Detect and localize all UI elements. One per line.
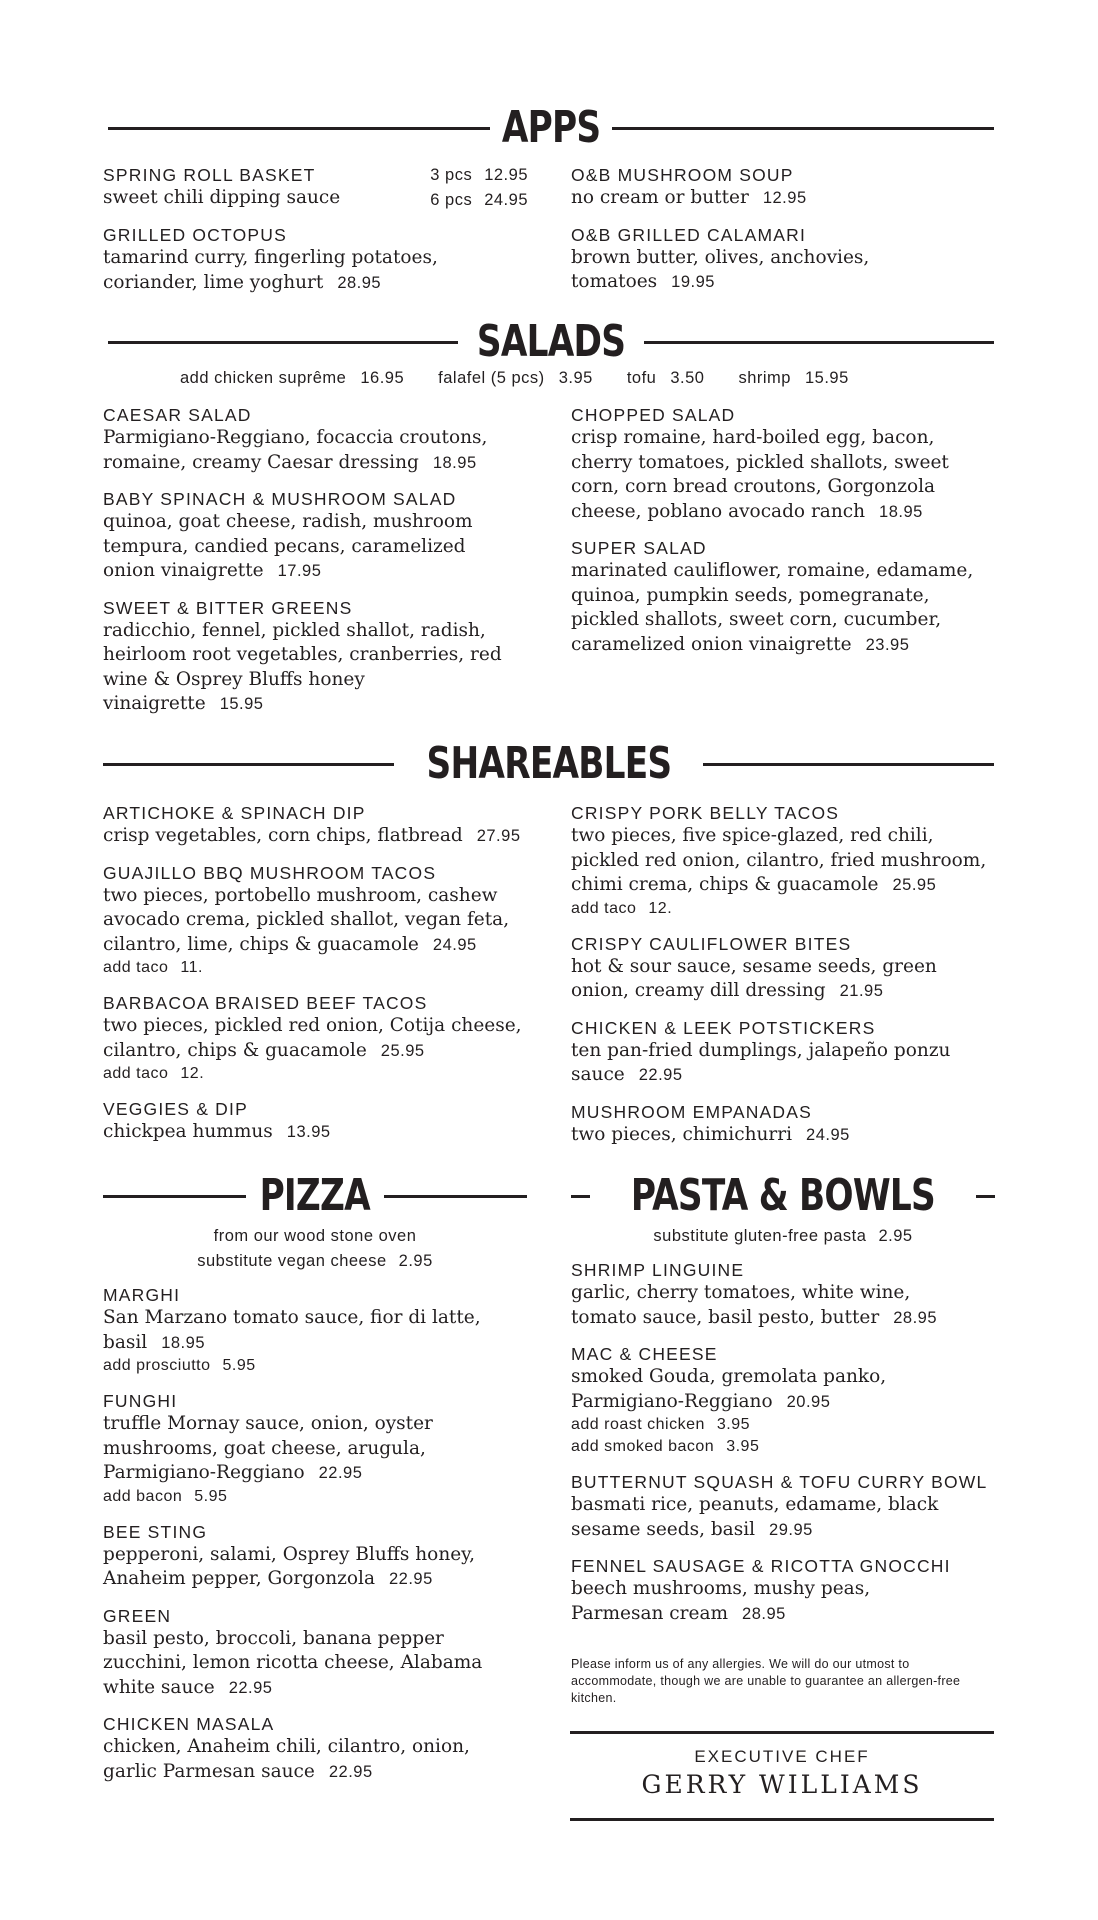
item-name: CHOPPED SALAD <box>571 405 736 425</box>
item-name: O&B GRILLED CALAMARI <box>571 224 807 245</box>
item-description: basmati rice, peanuts, edamame, black sesame seeds, basil <box>571 1494 939 1540</box>
item-name: BARBACOA BRAISED BEEF TACOS <box>103 993 428 1013</box>
heading-rule <box>644 341 994 344</box>
allergy-note: Please inform us of any allergies. We will do our utmost to accommodate, though we are unable to guarantee an allergen-free kitchen. <box>571 1657 961 1705</box>
addon-price: 5.95 <box>222 1357 256 1374</box>
item-description-block <box>571 955 991 1004</box>
pizza-note <box>103 1224 527 1274</box>
item-description: marinated cauliflower, romaine, edamame, quinoa, pumpkin seeds, pomegranate, pickled shallots, sweet corn, cucumber, caramelized onion vinaigrette <box>571 560 974 655</box>
item-name: FUNGHI <box>103 1391 178 1411</box>
item-price: 27.95 <box>476 827 521 845</box>
item-price: 22.95 <box>389 1570 433 1588</box>
heading-rule <box>976 1195 995 1198</box>
item-description: beech mushrooms, mushy peas, Parmesan cream <box>571 1578 871 1624</box>
item-addon <box>571 898 1001 920</box>
item-price: 18.95 <box>432 453 477 472</box>
item-name: BABY SPINACH & MUSHROOM SALAD <box>103 489 457 509</box>
menu-item <box>103 488 523 584</box>
salads-left-column <box>103 404 523 730</box>
item-price: 24.95 <box>432 935 477 954</box>
item-price: 20.95 <box>786 1392 831 1411</box>
item-description: no cream or butter <box>571 187 749 208</box>
item-price: 28.95 <box>893 1308 938 1327</box>
item-description: tamarind curry, fingerling potatoes, coriander, lime yoghurt <box>103 247 438 293</box>
item-description-block <box>103 1014 523 1063</box>
item-description: sweet chili dipping sauce <box>103 187 341 208</box>
item-price: 22.95 <box>228 1678 273 1697</box>
pasta-note <box>571 1224 995 1249</box>
addon-price: 12. <box>648 899 673 917</box>
item-description-block <box>571 1123 991 1148</box>
menu-item <box>103 1713 533 1784</box>
section-title: PIZZA <box>259 1170 371 1221</box>
item-price: 28.95 <box>337 273 382 292</box>
item-description: chicken, Anaheim chili, cilantro, onion, garlic Parmesan sauce <box>103 1736 470 1782</box>
item-description-block <box>571 426 1001 524</box>
menu-item <box>103 992 533 1085</box>
menu-item <box>571 802 1001 920</box>
item-price: 25.95 <box>380 1041 425 1060</box>
item-price: 12.95 <box>484 166 528 184</box>
item-name: CHICKEN & LEEK POTSTICKERS <box>571 1017 876 1038</box>
item-name: GREEN <box>103 1605 172 1626</box>
menu-item <box>571 537 1001 657</box>
heading-rule <box>384 1195 527 1198</box>
item-price: 18.95 <box>879 502 923 521</box>
item-price: 21.95 <box>839 982 884 1000</box>
menu-item <box>103 862 533 980</box>
item-description: radicchio, fennel, pickled shallot, radish, heirloom root vegetables, cranberries, red wine & Osprey Bluffs honey vinaigrette <box>103 619 502 714</box>
apps-heading <box>108 102 994 153</box>
salad-addon-label: add chicken suprême <box>180 369 347 387</box>
heading-rule <box>108 341 458 344</box>
chef-name: GERRY WILLIAMS <box>641 1770 923 1799</box>
item-description: two pieces, five spice-glazed, red chili, pickled red onion, cilantro, fried mushroom, chimi crema, chips & guacamole <box>571 825 987 895</box>
item-description-block <box>571 1493 951 1542</box>
item-price: 28.95 <box>742 1604 786 1623</box>
item-price: 29.95 <box>769 1520 813 1539</box>
salad-addons <box>180 369 849 388</box>
item-description-block <box>103 1735 498 1784</box>
item-description-block <box>103 1306 498 1355</box>
shareables-heading <box>103 738 994 789</box>
item-description: crisp romaine, hard-boiled egg, bacon, cherry tomatoes, pickled shallots, sweet corn, corn bread croutons, Gorgonzola cheese, poblano avocado ranch <box>571 427 949 522</box>
item-name: CRISPY CAULIFLOWER BITES <box>571 933 852 954</box>
item-price: 23.95 <box>865 635 910 654</box>
menu-item <box>571 1343 1001 1458</box>
item-addon <box>103 1355 533 1377</box>
pasta-note-line: substitute gluten-free pasta <box>653 1227 867 1245</box>
item-description-block <box>571 1281 951 1330</box>
item-name: GRILLED OCTOPUS <box>103 225 287 245</box>
heading-rule <box>103 1195 246 1198</box>
pizza-column <box>103 1284 533 1797</box>
addon-price: 5.95 <box>194 1487 228 1505</box>
apps-right-column <box>571 164 996 308</box>
menu-item <box>103 1390 533 1508</box>
item-price: 22.95 <box>318 1464 363 1482</box>
menu-item <box>571 164 996 211</box>
addon-label: add bacon <box>103 1487 183 1505</box>
salad-addon-label: falafel (5 pcs) <box>438 369 545 387</box>
item-description: San Marzano tomato sauce, fior di latte, basil <box>103 1307 481 1353</box>
item-description-block <box>571 824 991 898</box>
menu-item <box>571 1101 1001 1148</box>
item-description: ten pan-fried dumplings, jalapeño ponzu sauce <box>571 1039 951 1085</box>
item-description: smoked Gouda, gremolata panko, Parmigiano-Reggiano <box>571 1366 887 1412</box>
item-description-block <box>103 510 503 584</box>
heading-rule <box>108 127 490 130</box>
item-description-block <box>103 1412 498 1486</box>
salad-addon-price: 15.95 <box>804 369 849 387</box>
pizza-note-line: substitute vegan cheese <box>197 1252 387 1270</box>
item-description-block <box>103 1627 498 1701</box>
item-name: MARGHI <box>103 1285 181 1305</box>
salad-addon-label: tofu <box>626 369 657 387</box>
item-price: 22.95 <box>638 1066 683 1084</box>
item-description: garlic, cherry tomatoes, white wine, tomato sauce, basil pesto, butter <box>571 1282 911 1328</box>
menu-item <box>103 1284 533 1377</box>
item-price: 25.95 <box>892 876 937 894</box>
menu-item <box>103 1098 533 1145</box>
section-title: PASTA & BOWLS <box>630 1170 936 1221</box>
executive-chef-box <box>570 1731 994 1821</box>
menu-item <box>571 1259 1001 1330</box>
item-description-block <box>103 426 503 475</box>
shareables-right-column <box>571 802 1001 1160</box>
pizza-note-line: from our wood stone oven <box>213 1227 417 1245</box>
pasta-heading <box>571 1170 995 1221</box>
item-price: 15.95 <box>219 695 264 713</box>
item-addon <box>103 1486 533 1508</box>
item-name: ARTICHOKE & SPINACH DIP <box>103 803 366 823</box>
heading-rule <box>571 1195 590 1198</box>
pasta-note-price: 2.95 <box>878 1227 913 1245</box>
menu-item <box>571 224 996 295</box>
addon-label: add taco <box>103 959 169 976</box>
item-description-block <box>571 1365 951 1414</box>
addon-label: add taco <box>103 1065 169 1082</box>
item-name: BEE STING <box>103 1521 208 1542</box>
item-name: CRISPY PORK BELLY TACOS <box>571 803 840 823</box>
menu-item <box>571 1017 1001 1088</box>
item-price: 22.95 <box>328 1762 373 1781</box>
addon-price: 12. <box>180 1065 205 1082</box>
heading-rule <box>612 127 994 130</box>
item-name: MUSHROOM EMPANADAS <box>571 1101 813 1122</box>
item-price: 13.95 <box>286 1123 331 1141</box>
item-name: FENNEL SAUSAGE & RICOTTA GNOCCHI <box>571 1556 951 1576</box>
addon-price: 11. <box>180 959 203 976</box>
item-description: quinoa, goat cheese, radish, mushroom tempura, candied pecans, caramelized onion vinaigrette <box>103 511 473 581</box>
item-price: 18.95 <box>161 1333 205 1352</box>
item-name: BUTTERNUT SQUASH & TOFU CURRY BOWL <box>571 1472 988 1492</box>
menu-item <box>571 1471 1001 1542</box>
item-addon <box>571 1436 1001 1458</box>
salad-addon-label: shrimp <box>738 369 791 387</box>
item-description-block <box>571 1577 951 1626</box>
item-name: SHRIMP LINGUINE <box>571 1260 745 1280</box>
item-price: 24.95 <box>484 191 528 209</box>
item-price: 24.95 <box>806 1125 850 1144</box>
item-name: VEGGIES & DIP <box>103 1099 248 1119</box>
item-name: SUPER SALAD <box>571 538 707 558</box>
menu-item <box>103 224 528 295</box>
item-description: chickpea hummus <box>103 1121 273 1142</box>
salad-addon <box>438 369 593 388</box>
item-name: SPRING ROLL BASKET <box>103 165 316 185</box>
menu-item <box>103 802 533 849</box>
item-description: Parmigiano-Reggiano, focaccia croutons, romaine, creamy Caesar dressing <box>103 427 488 473</box>
pizza-note-price: 2.95 <box>398 1252 433 1270</box>
item-description-block <box>571 1039 991 1088</box>
item-description-block <box>103 884 523 958</box>
menu-item <box>103 164 528 211</box>
item-description-block <box>103 1120 523 1145</box>
item-description: truffle Mornay sauce, onion, oyster mushrooms, goat cheese, arugula, Parmigiano-Reggiano <box>103 1413 433 1483</box>
menu-item <box>571 404 1001 524</box>
item-addon <box>571 1414 1001 1436</box>
item-name: MAC & CHEESE <box>571 1344 718 1364</box>
addon-label: add taco <box>571 899 637 917</box>
item-description-block <box>103 619 503 717</box>
salad-addon <box>738 369 848 388</box>
salad-addon-price: 16.95 <box>360 369 405 387</box>
item-name: CHICKEN MASALA <box>103 1714 275 1734</box>
section-title: APPS <box>501 102 601 153</box>
apps-left-column <box>103 164 528 308</box>
item-addon <box>103 1063 533 1085</box>
menu-item <box>571 933 1001 1004</box>
item-description-block <box>571 559 1001 657</box>
salad-addon <box>627 369 705 388</box>
menu-item <box>571 1555 1001 1626</box>
item-name: SWEET & BITTER GREENS <box>103 597 353 618</box>
salad-addon-price: 3.50 <box>670 369 705 387</box>
item-description: hot & sour sauce, sesame seeds, green onion, creamy dill dressing <box>571 955 937 1001</box>
menu-item <box>103 597 523 717</box>
item-size-prices <box>430 164 528 211</box>
section-title: SALADS <box>476 316 626 367</box>
item-price: 19.95 <box>671 273 715 291</box>
item-description: two pieces, portobello mushroom, cashew avocado crema, pickled shallot, vegan feta, cilantro, lime, chips & guacamole <box>103 884 510 955</box>
menu-item <box>103 404 523 475</box>
item-name: GUAJILLO BBQ MUSHROOM TACOS <box>103 862 437 883</box>
pizza-heading <box>103 1170 527 1221</box>
shareables-left-column <box>103 802 533 1158</box>
item-name: CAESAR SALAD <box>103 405 252 425</box>
salad-addon <box>180 369 404 388</box>
item-description: two pieces, pickled red onion, Cotija cheese, cilantro, chips & guacamole <box>103 1015 522 1061</box>
item-description-block <box>103 1543 498 1592</box>
item-description: basil pesto, broccoli, banana pepper zucchini, lemon ricotta cheese, Alabama white sauce <box>103 1627 483 1698</box>
item-description: brown butter, olives, anchovies, tomatoes <box>571 246 870 292</box>
item-price: 17.95 <box>277 562 322 580</box>
heading-rule <box>703 763 994 766</box>
item-addon <box>103 957 533 979</box>
addon-label: add prosciutto <box>103 1357 211 1374</box>
menu-item <box>103 1605 533 1701</box>
item-description: two pieces, chimichurri <box>571 1123 793 1145</box>
heading-rule <box>103 763 394 766</box>
chef-title: EXECUTIVE CHEF <box>694 1747 870 1766</box>
item-size: 3 pcs <box>430 166 473 184</box>
addon-price: 3.95 <box>716 1416 751 1433</box>
addon-price: 3.95 <box>726 1438 760 1455</box>
item-description-block <box>103 824 523 849</box>
item-price: 12.95 <box>762 189 807 207</box>
item-description: crisp vegetables, corn chips, flatbread <box>103 825 463 846</box>
addon-label: add roast chicken <box>571 1416 705 1433</box>
addon-label: add smoked bacon <box>571 1438 715 1455</box>
menu-item <box>103 1521 533 1592</box>
item-description: pepperoni, salami, Osprey Bluffs honey, Anaheim pepper, Gorgonzola <box>103 1543 476 1589</box>
salads-right-column <box>571 404 1001 670</box>
item-size: 6 pcs <box>430 191 473 209</box>
section-title: SHAREABLES <box>426 738 671 789</box>
item-name: O&B MUSHROOM SOUP <box>571 165 794 185</box>
pasta-column <box>571 1259 1001 1639</box>
salad-addon-price: 3.95 <box>558 369 593 387</box>
salads-heading <box>108 316 994 367</box>
